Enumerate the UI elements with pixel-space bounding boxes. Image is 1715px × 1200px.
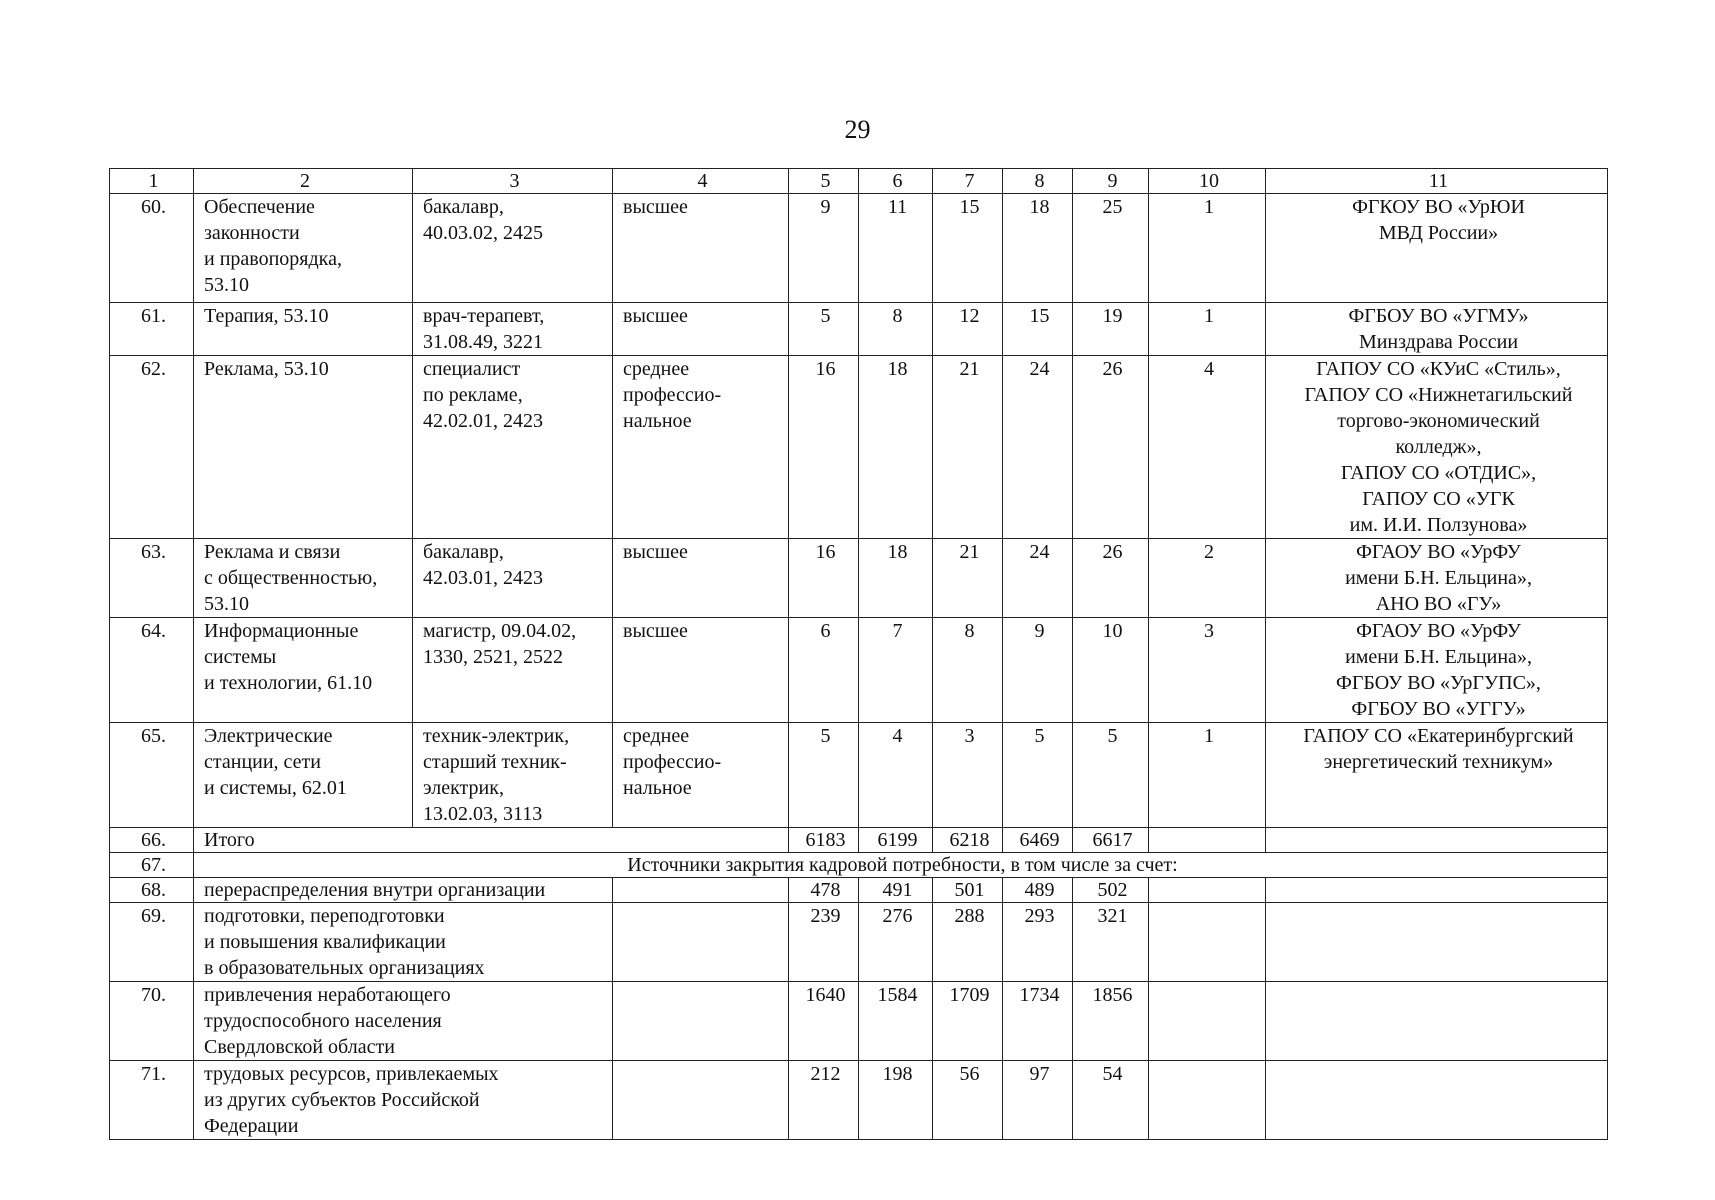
empty-cell xyxy=(613,982,789,1061)
value-col10: 1 xyxy=(1149,194,1266,303)
table-row xyxy=(110,356,1608,539)
value-col9: 502 xyxy=(1073,878,1149,903)
educational-organizations: ФГАОУ ВО «УрФУ имени Б.Н. Ельцина», ФГБОУ ВО «УрГУПС», ФГБОУ ВО «УГГУ» xyxy=(1266,618,1608,723)
profession-name: Электрические станции, сети и системы, 62.01 xyxy=(194,723,413,828)
value-col9: 321 xyxy=(1073,903,1149,982)
education-level: высшее xyxy=(613,303,789,356)
value-col6: 1584 xyxy=(859,982,933,1061)
table-row xyxy=(110,194,1608,303)
education-level: среднее профессио- нальное xyxy=(613,723,789,828)
total-col6: 6199 xyxy=(859,828,933,853)
source-row xyxy=(110,878,1608,903)
value-col7: 501 xyxy=(933,878,1003,903)
value-col5: 9 xyxy=(789,194,859,303)
row-number: 68. xyxy=(110,878,194,903)
total-col7: 6218 xyxy=(933,828,1003,853)
education-level: среднее профессио- нальное xyxy=(613,356,789,539)
row-number: 60. xyxy=(110,194,194,303)
value-col8: 24 xyxy=(1003,356,1073,539)
value-col5: 212 xyxy=(789,1061,859,1140)
header-cell: 1 xyxy=(110,169,194,194)
table-row xyxy=(110,303,1608,356)
profession-name: Обеспечение законности и правопорядка, 53.10 xyxy=(194,194,413,303)
value-col6: 276 xyxy=(859,903,933,982)
value-col7: 56 xyxy=(933,1061,1003,1140)
page-number: 29 xyxy=(844,115,871,144)
source-row xyxy=(110,903,1608,982)
qualification: бакалавр, 40.03.02, 2425 xyxy=(413,194,613,303)
education-level: высшее xyxy=(613,539,789,618)
educational-organizations: ФГКОУ ВО «УрЮИ МВД России» xyxy=(1266,194,1608,303)
table-row xyxy=(110,723,1608,828)
header-cell: 3 xyxy=(413,169,613,194)
value-col7: 21 xyxy=(933,356,1003,539)
value-col10: 1 xyxy=(1149,303,1266,356)
value-col10: 1 xyxy=(1149,723,1266,828)
row-number: 67. xyxy=(110,853,194,878)
value-col7: 15 xyxy=(933,194,1003,303)
row-number: 61. xyxy=(110,303,194,356)
value-col9: 26 xyxy=(1073,356,1149,539)
row-number: 71. xyxy=(110,1061,194,1140)
empty-cell xyxy=(1266,828,1608,853)
row-number: 65. xyxy=(110,723,194,828)
total-label: Итого xyxy=(194,828,789,853)
row-number: 62. xyxy=(110,356,194,539)
qualification: бакалавр, 42.03.01, 2423 xyxy=(413,539,613,618)
value-col8: 97 xyxy=(1003,1061,1073,1140)
education-level: высшее xyxy=(613,194,789,303)
staffing-needs-table xyxy=(109,168,1608,1140)
value-col10: 3 xyxy=(1149,618,1266,723)
empty-cell xyxy=(1266,878,1608,903)
value-col5: 239 xyxy=(789,903,859,982)
educational-organizations: ФГБОУ ВО «УГМУ» Минздрава России xyxy=(1266,303,1608,356)
empty-cell xyxy=(1266,903,1608,982)
value-col9: 1856 xyxy=(1073,982,1149,1061)
value-col8: 9 xyxy=(1003,618,1073,723)
header-row xyxy=(110,169,1608,194)
value-col5: 1640 xyxy=(789,982,859,1061)
profession-name: Реклама, 53.10 xyxy=(194,356,413,539)
educational-organizations: ГАПОУ СО «Екатеринбургский энергетический техникум» xyxy=(1266,723,1608,828)
educational-organizations: ФГАОУ ВО «УрФУ имени Б.Н. Ельцина», АНО ВО «ГУ» xyxy=(1266,539,1608,618)
value-col8: 15 xyxy=(1003,303,1073,356)
value-col6: 4 xyxy=(859,723,933,828)
value-col9: 54 xyxy=(1073,1061,1149,1140)
empty-cell xyxy=(1266,982,1608,1061)
header-cell: 7 xyxy=(933,169,1003,194)
value-col6: 198 xyxy=(859,1061,933,1140)
row-number: 69. xyxy=(110,903,194,982)
qualification: специалист по рекламе, 42.02.01, 2423 xyxy=(413,356,613,539)
header-cell: 8 xyxy=(1003,169,1073,194)
source-row xyxy=(110,982,1608,1061)
value-col7: 8 xyxy=(933,618,1003,723)
empty-cell xyxy=(1149,982,1266,1061)
header-cell: 2 xyxy=(194,169,413,194)
table-row xyxy=(110,618,1608,723)
value-col7: 1709 xyxy=(933,982,1003,1061)
total-row xyxy=(110,828,1608,853)
education-level: высшее xyxy=(613,618,789,723)
value-col6: 8 xyxy=(859,303,933,356)
value-col5: 6 xyxy=(789,618,859,723)
value-col7: 21 xyxy=(933,539,1003,618)
value-col8: 24 xyxy=(1003,539,1073,618)
source-label: трудовых ресурсов, привлекаемых из других субъектов Российской Федерации xyxy=(194,1061,613,1140)
header-cell: 6 xyxy=(859,169,933,194)
value-col5: 16 xyxy=(789,356,859,539)
value-col8: 18 xyxy=(1003,194,1073,303)
value-col5: 5 xyxy=(789,303,859,356)
source-label: привлечения неработающего трудоспособного населения Свердловской области xyxy=(194,982,613,1061)
value-col8: 489 xyxy=(1003,878,1073,903)
value-col8: 5 xyxy=(1003,723,1073,828)
header-cell: 10 xyxy=(1149,169,1266,194)
value-col6: 18 xyxy=(859,356,933,539)
value-col7: 3 xyxy=(933,723,1003,828)
value-col5: 5 xyxy=(789,723,859,828)
empty-cell xyxy=(613,903,789,982)
value-col10: 4 xyxy=(1149,356,1266,539)
source-row xyxy=(110,1061,1608,1140)
value-col6: 11 xyxy=(859,194,933,303)
profession-name: Реклама и связи с общественностью, 53.10 xyxy=(194,539,413,618)
value-col7: 288 xyxy=(933,903,1003,982)
value-col7: 12 xyxy=(933,303,1003,356)
value-col6: 491 xyxy=(859,878,933,903)
source-label: перераспределения внутри организации xyxy=(194,878,613,903)
value-col9: 26 xyxy=(1073,539,1149,618)
total-col5: 6183 xyxy=(789,828,859,853)
sources-title-row xyxy=(110,853,1608,878)
empty-cell xyxy=(1266,1061,1608,1140)
qualification: врач-терапевт, 31.08.49, 3221 xyxy=(413,303,613,356)
sources-title: Источники закрытия кадровой потребности, в том числе за счет: xyxy=(194,853,1608,878)
educational-organizations: ГАПОУ СО «КУиС «Стиль», ГАПОУ СО «Нижнетагильский торгово-экономический колледж», ГАПОУ СО «ОТДИС», ГАПОУ СО «УГК им. И.И. Ползунова» xyxy=(1266,356,1608,539)
empty-cell xyxy=(1149,828,1266,853)
total-col8: 6469 xyxy=(1003,828,1073,853)
row-number: 63. xyxy=(110,539,194,618)
value-col9: 5 xyxy=(1073,723,1149,828)
header-cell: 4 xyxy=(613,169,789,194)
value-col9: 19 xyxy=(1073,303,1149,356)
row-number: 66. xyxy=(110,828,194,853)
value-col5: 478 xyxy=(789,878,859,903)
table-row xyxy=(110,539,1608,618)
value-col5: 16 xyxy=(789,539,859,618)
value-col6: 7 xyxy=(859,618,933,723)
row-number: 64. xyxy=(110,618,194,723)
qualification: техник-электрик, старший техник- электрик, 13.02.03, 3113 xyxy=(413,723,613,828)
row-number: 70. xyxy=(110,982,194,1061)
value-col8: 1734 xyxy=(1003,982,1073,1061)
empty-cell xyxy=(1149,903,1266,982)
profession-name: Информационные системы и технологии, 61.10 xyxy=(194,618,413,723)
profession-name: Терапия, 53.10 xyxy=(194,303,413,356)
value-col8: 293 xyxy=(1003,903,1073,982)
empty-cell xyxy=(1149,1061,1266,1140)
empty-cell xyxy=(1149,878,1266,903)
empty-cell xyxy=(613,1061,789,1140)
total-col9: 6617 xyxy=(1073,828,1149,853)
value-col9: 25 xyxy=(1073,194,1149,303)
value-col6: 18 xyxy=(859,539,933,618)
qualification: магистр, 09.04.02, 1330, 2521, 2522 xyxy=(413,618,613,723)
value-col10: 2 xyxy=(1149,539,1266,618)
header-cell: 9 xyxy=(1073,169,1149,194)
value-col9: 10 xyxy=(1073,618,1149,723)
header-cell: 11 xyxy=(1266,169,1608,194)
header-cell: 5 xyxy=(789,169,859,194)
empty-cell xyxy=(613,878,789,903)
source-label: подготовки, переподготовки и повышения квалификации в образовательных организациях xyxy=(194,903,613,982)
